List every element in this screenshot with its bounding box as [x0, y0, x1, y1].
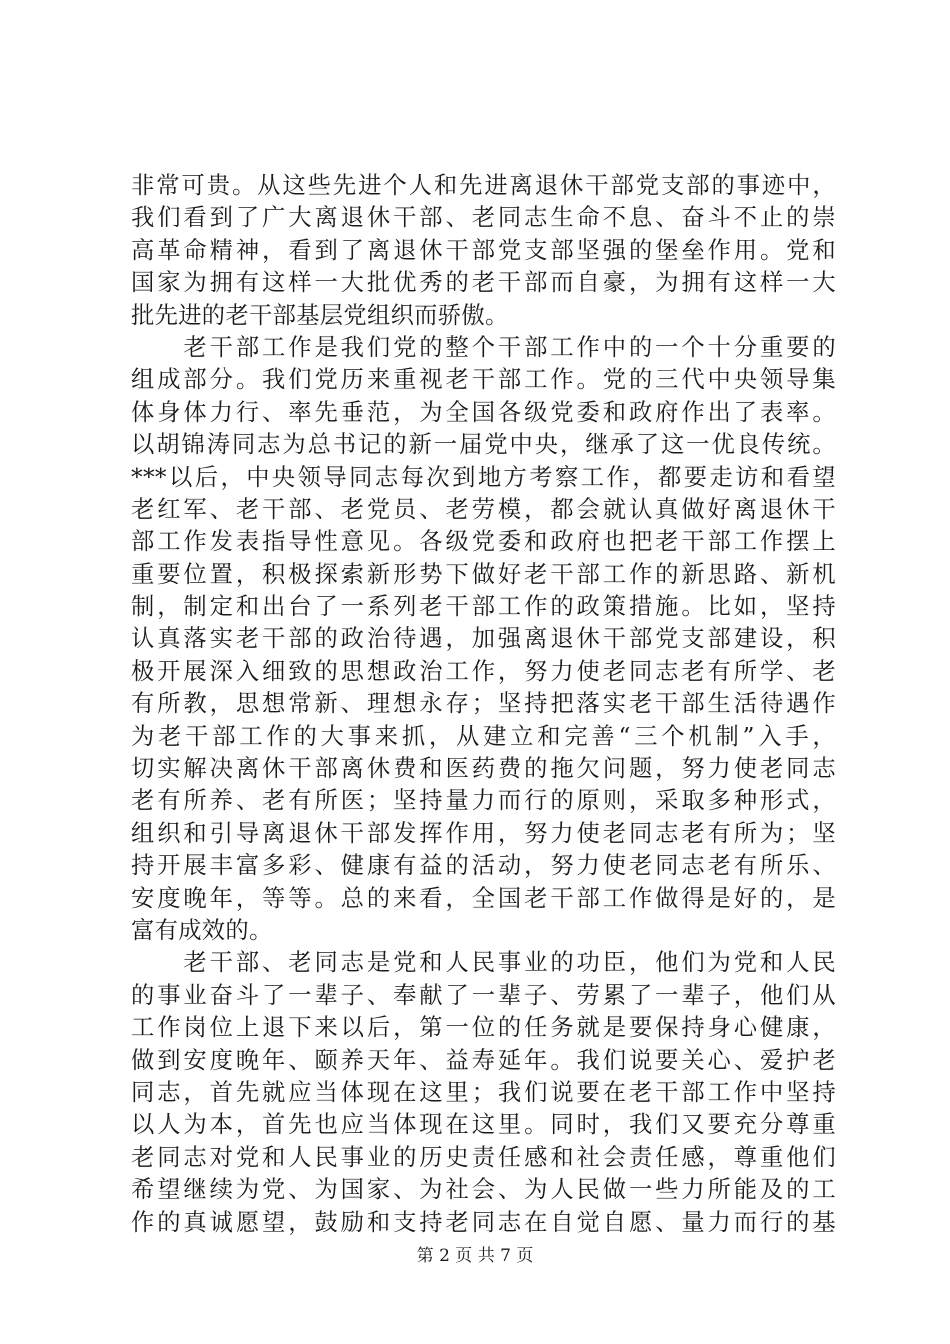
text-line: 富有成效的。	[131, 916, 273, 944]
text-line: 非常可贵。从这些先进个人和先进离退休干部党支部的事迹中，	[131, 172, 836, 199]
text-line: 重要位置，积极探索新形势下做好老干部工作的新思路、新机	[131, 560, 836, 588]
text-line: 制，制定和出台了一系列老干部工作的政策措施。比如，坚持	[131, 593, 836, 621]
text-line: 的事业奋斗了一辈子、奉献了一辈子、劳累了一辈子，他们从	[131, 981, 836, 1009]
text-line: 老干部、老同志是党和人民事业的功臣，他们为党和人民	[131, 949, 836, 977]
text-line: 老干部工作是我们党的整个干部工作中的一个十分重要的	[131, 333, 836, 361]
text-line: 为老干部工作的大事来抓，从建立和完善“三个机制”入手，	[131, 722, 836, 750]
text-line: 组织和引导离退休干部发挥作用，努力使老同志老有所为；坚	[131, 819, 836, 847]
text-line: 老同志对党和人民事业的历史责任感和社会责任感，尊重他们	[131, 1143, 836, 1171]
text-line: 批先进的老干部基层党组织而骄傲。	[131, 301, 509, 329]
text-line: 安度晚年，等等。总的来看，全国老干部工作做得是好的，是	[131, 884, 836, 912]
text-line: 认真落实老干部的政治待遇，加强离退休干部党支部建设，积	[131, 625, 836, 653]
text-line: 同志，首先就应当体现在这里；我们说要在老干部工作中坚持	[131, 1078, 836, 1106]
text-line: 体身体力行、率先垂范，为全国各级党委和政府作出了表率。	[131, 398, 836, 426]
text-line: ***以后，中央领导同志每次到地方考察工作，都要走访和看望	[131, 463, 836, 491]
page-number-footer: 第 2 页 共 7 页	[416, 1246, 534, 1266]
text-line: 作的真诚愿望，鼓励和支持老同志在自觉自愿、量力而行的基	[131, 1208, 836, 1236]
text-line: 老有所养、老有所医；坚持量力而行的原则，采取多种形式，	[131, 787, 836, 815]
text-line: 组成部分。我们党历来重视老干部工作。党的三代中央领导集	[131, 366, 836, 394]
text-line: 部工作发表指导性意见。各级党委和政府也把老干部工作摆上	[131, 528, 836, 556]
text-line: 以胡锦涛同志为总书记的新一届党中央，继承了这一优良传统。	[131, 431, 836, 459]
text-line: 国家为拥有这样一大批优秀的老干部而自豪，为拥有这样一大	[131, 269, 836, 297]
text-line: 极开展深入细致的思想政治工作，努力使老同志老有所学、老	[131, 657, 836, 685]
text-line: 切实解决离休干部离休费和医药费的拖欠问题，努力使老同志	[131, 755, 836, 783]
text-line: 高革命精神，看到了离退休干部党支部坚强的堡垒作用。党和	[131, 236, 836, 264]
text-line: 持开展丰富多彩、健康有益的活动，努力使老同志老有所乐、	[131, 852, 836, 880]
document-body	[131, 170, 836, 1239]
text-line: 以人为本，首先也应当体现在这里。同时，我们又要充分尊重	[131, 1111, 836, 1139]
text-line: 有所教，思想常新、理想永存；坚持把落实老干部生活待遇作	[131, 690, 836, 718]
text-line: 做到安度晚年、颐养天年、益寿延年。我们说要关心、爱护老	[131, 1046, 836, 1074]
text-line: 工作岗位上退下来以后，第一位的任务就是要保持身心健康，	[131, 1014, 836, 1042]
text-line: 我们看到了广大离退休干部、老同志生命不息、奋斗不止的崇	[131, 204, 836, 232]
text-line: 希望继续为党、为国家、为社会、为人民做一些力所能及的工	[131, 1176, 836, 1204]
text-line: 老红军、老干部、老党员、老劳模，都会就认真做好离退休干	[131, 495, 836, 523]
